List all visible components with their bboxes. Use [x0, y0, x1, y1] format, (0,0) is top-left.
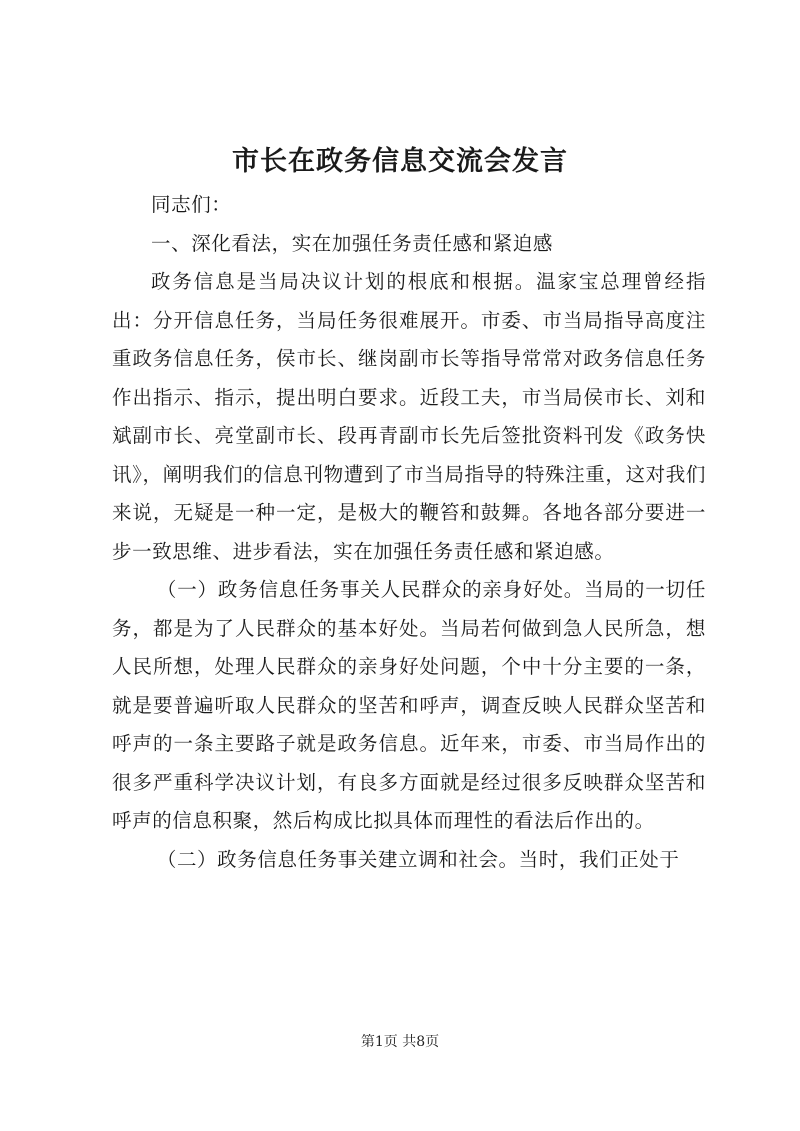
salutation-paragraph: 同志们：: [151, 193, 232, 216]
document-body: [112, 186, 706, 879]
body-paragraph: （二）政务信息任务事关建立调和社会。当时，我们正处于: [156, 847, 680, 871]
body-paragraph: 政务信息是当局决议计划的根底和根据。温家宝总理曾经指出：分开信息任务，当局任务很难展开。市委、市当局指导高度注重政务信息任务，侯市长、继岗副市长等指导常常对政务信息任务作出指示、指示，提出明白要求。近段工夫，市当局侯市长、刘和斌副市长、亮堂副市长、段再青副市长先后签批资料刊发《政务快讯》，阐明我们的信息刊物遭到了市当局指导的特殊注重，这对我们来说，无疑是一种一定，是极大的鞭笞和鼓舞。各地各部分要进一步一致思维、进步看法，实在加强任务责任感和紧迫感。: [112, 270, 706, 563]
body-paragraph: （一）政务信息任务事关人民群众的亲身好处。当局的一切任务，都是为了人民群众的基本好处。当局若何做到急人民所急，想人民所想，处理人民群众的亲身好处问题，个中十分主要的一条，就是要普遍听取人民群众的坚苦和呼声，调查反映人民群众坚苦和呼声的一条主要路子就是政务信息。近年来，市委、市当局作出的很多严重科学决议计划，有良多方面就是经过很多反映群众坚苦和呼声的信息积聚，然后构成比拟具体而理性的看法后作出的。: [112, 578, 706, 832]
page-number-footer: 第1页 共8页: [360, 1034, 440, 1050]
document-title: 市长在政务信息交流会发言: [232, 146, 568, 177]
section-heading: 一、深化看法，实在加强任务责任感和紧迫感: [151, 231, 554, 255]
